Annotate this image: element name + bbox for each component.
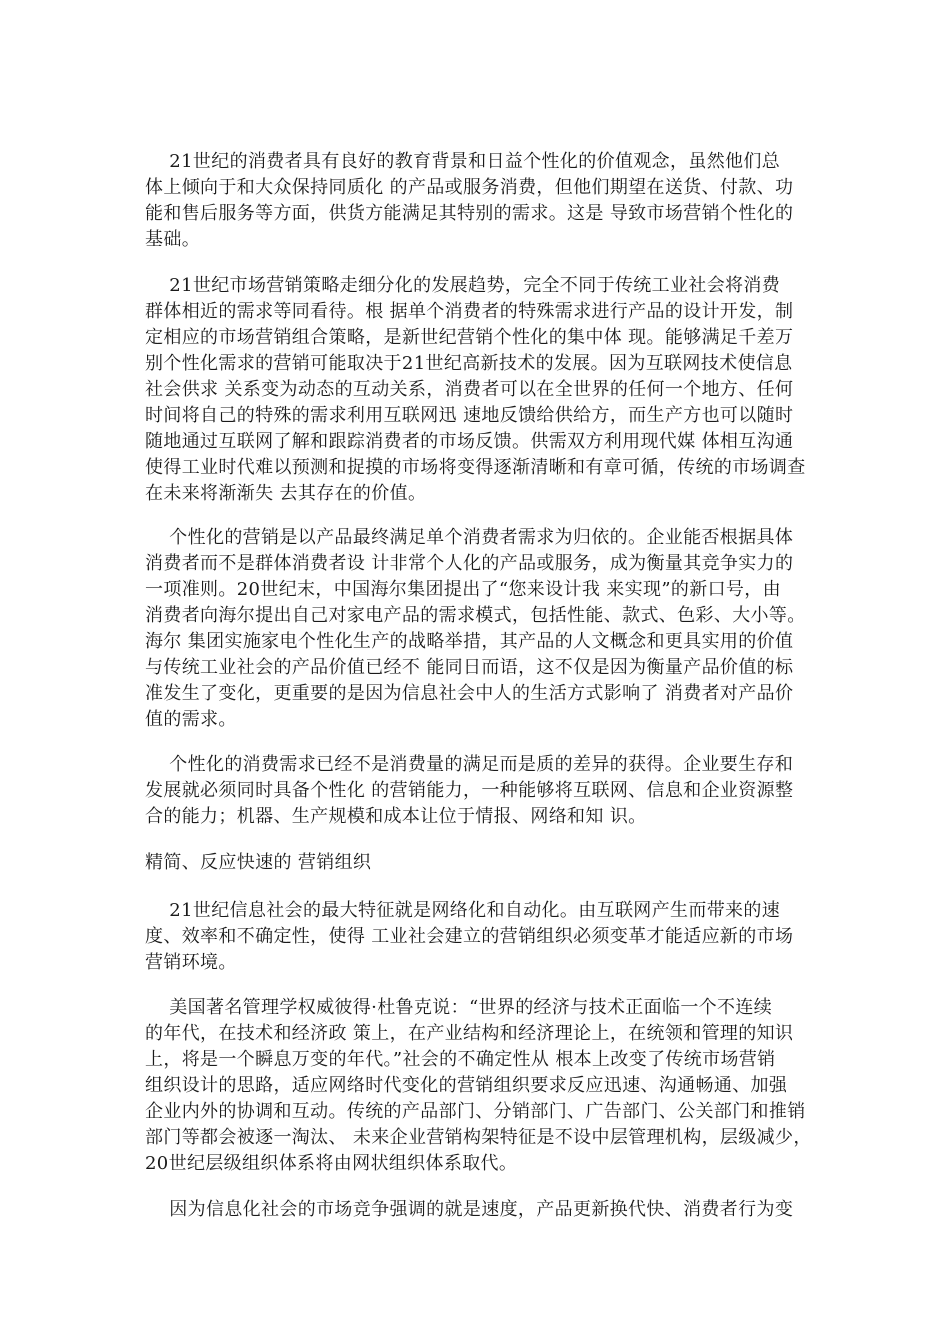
text-line: 21世纪市场营销策略走细分化的发展趋势，完全不同于传统工业社会将消费 xyxy=(145,275,781,296)
section-heading: 精简、反应快速的 营销组织 xyxy=(145,852,372,873)
text-line: 上，将是一个瞬息万变的年代。”社会的不确定性从 根本上改变了传统市场营销 xyxy=(145,1049,776,1070)
text-line: 的年代，在技术和经济政 策上，在产业结构和经济理论上，在统领和管理的知识 xyxy=(145,1023,794,1044)
text-line: 因为信息化社会的市场竞争强调的就是速度，产品更新换代快、消费者行为变 xyxy=(145,1199,794,1220)
text-line: 随地通过互联网了解和跟踪消费者的市场反馈。供需双方利用现代媒 体相互沟通 xyxy=(145,431,794,452)
text-line: 别个性化需求的营销可能取决于21世纪高新技术的发展。因为互联网技术使信息 xyxy=(145,353,793,374)
text-line: 度、效率和不确定性，使得 工业社会建立的营销组织必须变革才能适应新的市场 xyxy=(145,926,794,947)
text-line: 发展就必须同时具备个性化 的营销能力，一种能够将互联网、信息和企业资源整 xyxy=(145,780,794,801)
text-line: 社会供求 关系变为动态的互动关系，消费者可以在全世界的任何一个地方、任何 xyxy=(145,379,794,400)
text-line: 合的能力；机器、生产规模和成本让位于情报、网络和知 识。 xyxy=(145,806,647,827)
text-line: 使得工业时代难以预测和捉摸的市场将变得逐渐清晰和有章可循，传统的市场调查 xyxy=(145,457,806,478)
text-line: 20世纪层级组织体系将由网状组织体系取代。 xyxy=(145,1153,518,1174)
text-line: 能和售后服务等方面，供货方能满足其特别的需求。这是 导致市场营销个性化的 xyxy=(145,203,794,224)
text-line: 21世纪信息社会的最大特征就是网络化和自动化。由互联网产生而带来的速 xyxy=(145,900,781,921)
text-line: 时间将自己的特殊的需求利用互联网迅 速地反馈给供给方，而生产方也可以随时 xyxy=(145,405,794,426)
text-line: 消费者而不是群体消费者设 计非常个人化的产品或服务，成为衡量其竞争实力的 xyxy=(145,553,794,574)
text-line: 个性化的消费需求已经不是消费量的满足而是质的差异的获得。企业要生存和 xyxy=(145,754,794,775)
text-line: 值的需求。 xyxy=(145,709,237,730)
text-line: 个性化的营销是以产品最终满足单个消费者需求为归依的。企业能否根据具体 xyxy=(145,527,794,548)
text-line: 与传统工业社会的产品价值已经不 能同日而语，这不仅是因为衡量产品价值的标 xyxy=(145,657,794,678)
text-line: 一项准则。20世纪末，中国海尔集团提出了“您来设计我 来实现”的新口号，由 xyxy=(145,579,781,600)
text-line: 在未来将渐渐失 去其存在的价值。 xyxy=(145,483,427,504)
text-line: 基础。 xyxy=(145,229,201,250)
text-line: 部门等都会被逐一淘汰、 未来企业营销构架特征是不设中层管理机构，层级减少， xyxy=(145,1127,812,1148)
text-line: 群体相近的需求等同看待。根 据单个消费者的特殊需求进行产品的设计开发，制 xyxy=(145,301,794,322)
text-line: 组织设计的思路，适应网络时代变化的营销组织要求反应迅速、沟通畅通、加强 xyxy=(145,1075,788,1096)
text-line: 21世纪的消费者具有良好的教育背景和日益个性化的价值观念，虽然他们总 xyxy=(145,151,781,172)
text-line: 海尔 集团实施家电个性化生产的战略举措，其产品的人文概念和更具实用的价值 xyxy=(145,631,794,652)
text-line: 美国著名管理学权威彼得·杜鲁克说：“世界的经济与技术正面临一个不连续 xyxy=(145,997,773,1018)
text-line: 体上倾向于和大众保持同质化 的产品或服务消费，但他们期望在送货、付款、功 xyxy=(145,177,794,198)
text-line: 消费者向海尔提出自己对家电产品的需求模式，包括性能、款式、色彩、大小等。 xyxy=(145,605,806,626)
text-line: 营销环境。 xyxy=(145,952,237,973)
text-line: 企业内外的协调和互动。传统的产品部门、分销部门、广告部门、公关部门和推销 xyxy=(145,1101,806,1122)
text-line: 定相应的市场营销组合策略，是新世纪营销个性化的集中体 现。能够满足千差万 xyxy=(145,327,794,348)
text-line: 准发生了变化，更重要的是因为信息社会中人的生活方式影响了 消费者对产品价 xyxy=(145,683,794,704)
